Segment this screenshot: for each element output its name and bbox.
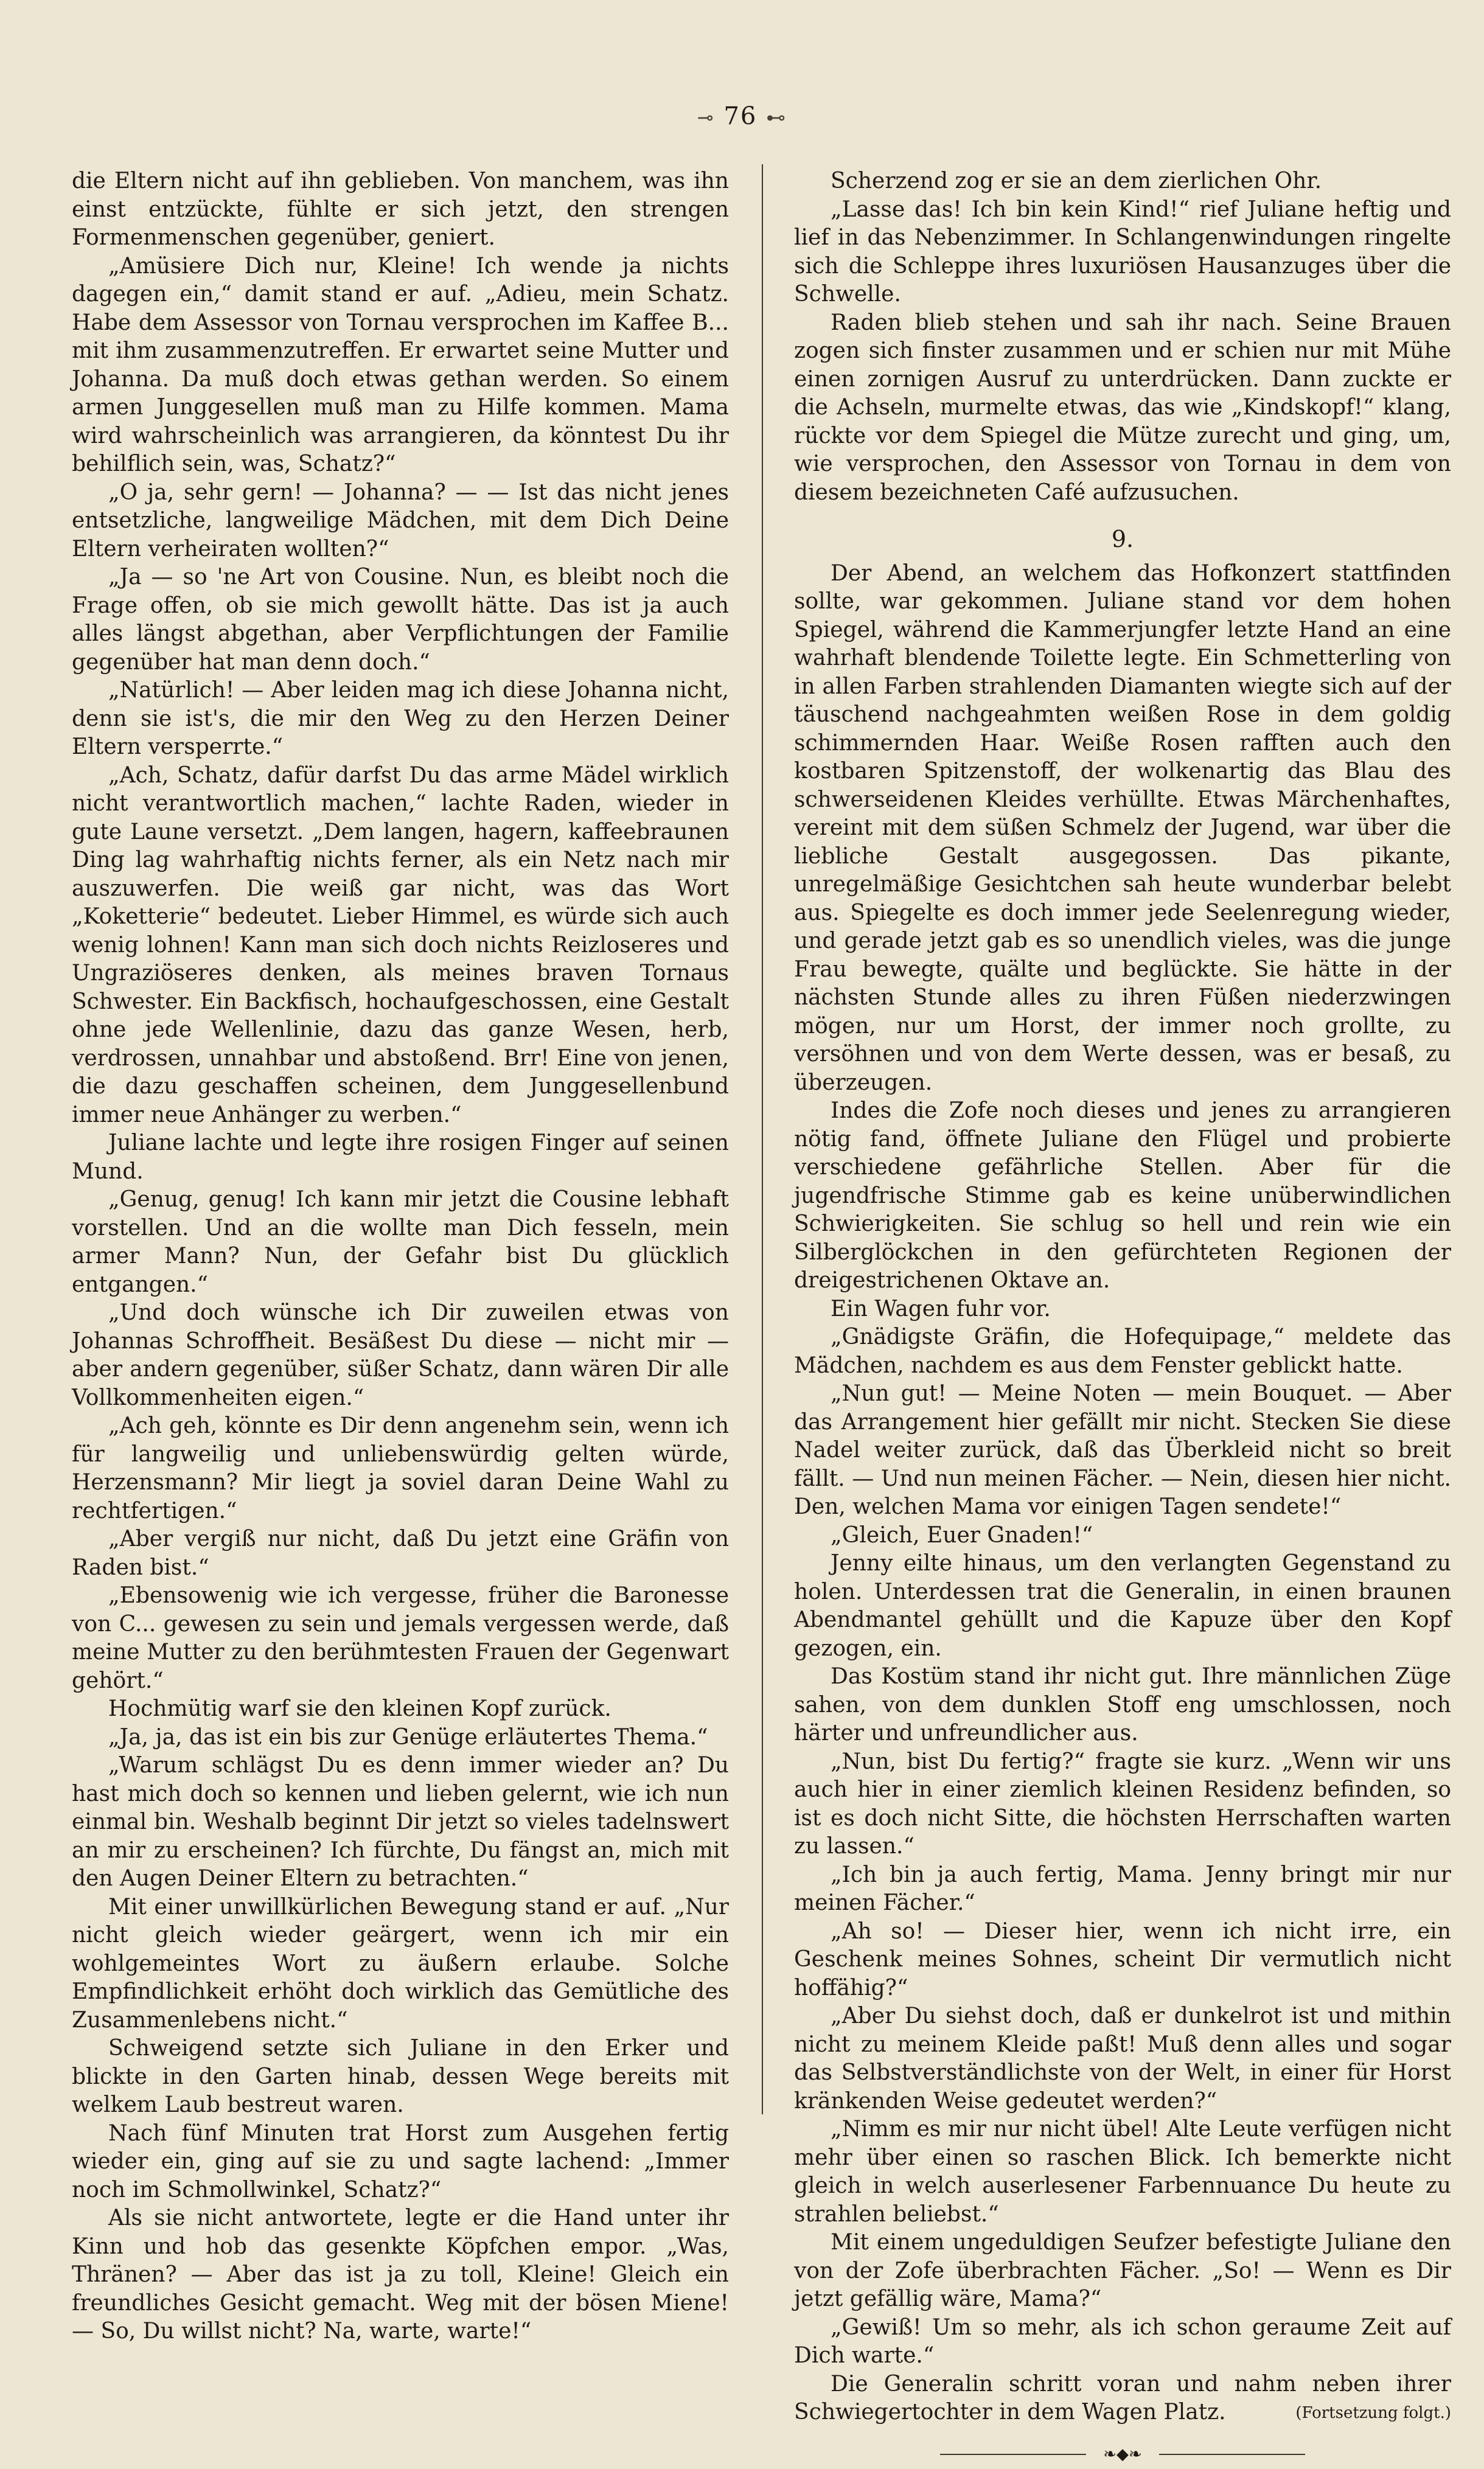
- paragraph: „Amüsiere Dich nur, Kleine! Ich wende ja nichts dagegen ein,“ damit stand er auf. „Adieu, mein Schatz. Habe dem Assessor von Tornau versprochen im Kaffee B... mit ihm zusammenzutreffen. Er erwartet seine Mutter und Johanna. Da muß doch etwas gethan werden. So einem armen Junggesellen muß man zu Hilfe kommen. Mama wird wahrscheinlich was arrangieren, da könntest Du ihr behilflich sein, was, Schatz?“: [72, 253, 729, 476]
- column-divider: [762, 164, 763, 2114]
- paragraph: Jenny eilte hinaus, um den verlangten Gegenstand zu holen. Unterdessen trat die Generalin, in einen braunen Abendmantel gehüllt und die Kapuze über den Kopf gezogen, ein.: [794, 1551, 1451, 1661]
- paragraph: „Gnädigste Gräfin, die Hofequipage,“ meldete das Mädchen, nachdem es aus dem Fenster geblickt hatte.: [794, 1325, 1451, 1378]
- page-header: [0, 102, 1484, 130]
- chapter-heading: 9.: [1111, 526, 1134, 552]
- paragraph: „Ach geh, könnte es Dir denn angenehm sein, wenn ich für langweilig und unliebenswürdig gelten würde, Herzensmann? Mir liegt ja soviel daran Deine Wahl zu rechtfertigen.“: [72, 1413, 729, 1524]
- paragraph: Juliane lachte und legte ihre rosigen Finger auf seinen Mund.: [72, 1130, 729, 1184]
- paragraph: Indes die Zofe noch dieses und jenes zu arrangieren nötig fand, öffnete Juliane den Flügel und probierte verschiedene gefährliche Stellen. Aber für die jugendfrische Stimme gab es keine unüberwindlichen Schwierigkeiten. Sie schlug so hell und rein wie ein Silberglöckchen in den gefürchteten Regionen der dreigestrichenen Oktave an.: [794, 1098, 1451, 1293]
- paragraph: „Nimm es mir nur nicht übel! Alte Leute verfügen nicht mehr über einen so raschen Blick. Ich bemerkte nicht gleich in welch auserlesener Farbennuance Du heute zu strahlen beliebst.“: [794, 2117, 1451, 2227]
- tailpiece-line-left: [940, 2454, 1086, 2455]
- paragraph: „Lasse das! Ich bin kein Kind!“ rief Juliane heftig und lief in das Nebenzimmer. In Schlangenwindungen ringelte sich die Schleppe ihres luxuriösen Hausanzuges über die Schwelle.: [794, 197, 1451, 307]
- right-column-bottom: [794, 560, 1451, 2427]
- paragraph: „Gleich, Euer Gnaden!“: [831, 1522, 1093, 1548]
- paragraph: Das Kostüm stand ihr nicht gut. Ihre männlichen Züge sahen, von dem dunklen Stoff eng umschlossen, noch härter und unfreundlicher aus.: [794, 1664, 1451, 1746]
- paragraph: Ein Wagen fuhr vor.: [831, 1296, 1051, 1322]
- right-column: [794, 167, 1451, 2464]
- paragraph: „Ebensowenig wie ich vergesse, früher die Baronesse von C... gewesen zu sein und jemals vergessen werde, daß meine Mutter zu den berühmtesten Frauen der Gegenwart gehört.“: [72, 1583, 729, 1693]
- paragraph: Scherzend zog er sie an dem zierlichen Ohr.: [831, 169, 1322, 193]
- paragraph: „Natürlich! — Aber leiden mag ich diese Johanna nicht, denn sie ist's, die mir den Weg zu den Herzen Deiner Eltern versperrte.“: [72, 678, 729, 759]
- paragraph: Nach fünf Minuten trat Horst zum Ausgehen fertig wieder ein, ging auf sie zu und sagte lachend: „Immer noch im Schmollwinkel, Schatz?“: [72, 2120, 729, 2203]
- paragraph: die Eltern nicht auf ihn geblieben. Von manchem, was ihn einst entzückte, fühlte er sich jetzt, den strengen Formenmenschen gegenüber, geniert.: [72, 169, 729, 250]
- paragraph: „Ja — so 'ne Art von Cousine. Nun, es bleibt noch die Frage offen, ob sie mich gewollt hätte. Das ist ja auch alles längst abgethan, aber Verpflichtungen der Familie gegenüber hat man denn doch.“: [72, 565, 729, 675]
- paragraph: „Ach, Schatz, dafür darfst Du das arme Mädel wirklich nicht verantwortlich machen,“ lachte Raden, wieder in gute Laune versetzt. „Dem langen, hagern, kaffeebraunen Ding lag wahrhaftig nichts ferner, als ein Netz nach mir auszuwerfen. Die weiß gar nicht, was das Wort „Koketterie“ bedeutet. Lieber Himmel, es würde sich auch wenig lohnen! Kann man sich doch nichts Reizloseres und Ungraziöseres denken, als meines braven Tornaus Schwester. Ein Backfisch, hochaufgeschossen, eine Gestalt ohne jede Wellenlinie, dazu das ganze Wesen, herb, verdrossen, unnahbar und abstoßend. Brr! Eine von jenen, die dazu geschaffen scheinen, dem Junggesellenbund immer neue Anhänger zu werben.“: [72, 762, 729, 1127]
- paragraph: „O ja, sehr gern! — Johanna? — — Ist das nicht jenes entsetzliche, langweilige Mädchen, mit dem Dich Deine Eltern verheiraten wollten?“: [72, 479, 729, 562]
- ornament-right-icon: ⊷: [766, 106, 787, 129]
- left-column: [72, 167, 729, 2346]
- paragraph: Die Generalin schritt voran und nahm neben ihrer Schwiegertochter in dem Wagen Platz.: [794, 2371, 1451, 2425]
- continuation-note: (Fortsetzung folgt.): [1295, 2403, 1451, 2422]
- paragraph: „Und doch wünsche ich Dir zuweilen etwas von Johannas Schroffheit. Besäßest Du diese — nicht mir — aber andern gegenüber, süßer Schatz, dann wären Dir alle Vollkommenheiten eigen.“: [72, 1300, 729, 1410]
- ornament-left-icon: ⊸: [697, 106, 715, 129]
- paragraph: „Genug, genug! Ich kann mir jetzt die Cousine lebhaft vorstellen. Und an die wollte man Dich fesseln, mein armer Mann? Nun, der Gefahr bist Du glücklich entgangen.“: [72, 1187, 729, 1297]
- right-column-top: [794, 167, 1451, 507]
- paragraph: Raden blieb stehen und sah ihr nach. Seine Brauen zogen sich finster zusammen und er schien nur mit Mühe einen zornigen Ausruf zu unterdrücken. Dann zuckte er die Achseln, murmelte etwas, das wie „Kindskopf!“ klang, rückte vor dem Spiegel die Mütze zurecht und ging, um, wie versprochen, den Assessor von Tornau in dem von diesem bezeichneten Café aufzusuchen.: [794, 310, 1451, 505]
- paragraph: Schweigend setzte sich Juliane in den Erker und blickte in den Garten hinab, dessen Wege bereits mit welkem Laub bestreut waren.: [72, 2036, 729, 2117]
- paragraph: „Ja, ja, das ist ein bis zur Genüge erläutertes Thema.“: [108, 1724, 708, 1750]
- paragraph: Der Abend, an welchem das Hofkonzert stattfinden sollte, war gekommen. Juliane stand vor dem hohen Spiegel, während die Kammerjungfer letzte Hand an eine wahrhaft blendende Toilette legte. Ein Schmetterling von in allen Farben strahlenden Diamanten wiegte sich auf der täuschend nachgeahmten weißen Rose in dem goldig schimmernden Haar. Weiße Rosen rafften auch den kostbaren Spitzenstoff, der wolkenartig das Blau des schwerseidenen Kleides verhüllte. Etwas Märchenhaftes, vereint mit dem süßen Schmelz der Jugend, war über die liebliche Gestalt ausgegossen. Das pikante, unregelmäßige Gesichtchen sah heute wunderbar belebt aus. Spiegelte es doch immer jede Seelenregung wieder, und gerade jetzt gab es so unendlich vieles, was die junge Frau bewegte, quälte und beglückte. Sie hätte in der nächsten Stunde alles zu ihren Füßen niederzwingen mögen, nur um Horst, der immer noch grollte, zu versöhnen und von dem Werte dessen, was er besaß, zu überzeugen.: [794, 560, 1451, 1095]
- paragraph: Als sie nicht antwortete, legte er die Hand unter ihr Kinn und hob das gesenkte Köpfchen empor. „Was, Thränen? — Aber das ist ja zu toll, Kleine! Gleich ein freundliches Gesicht gemacht. Weg mit der bösen Miene! — So, Du willst nicht? Na, warte, warte!“: [72, 2206, 729, 2344]
- paragraph: „Gewiß! Um so mehr, als ich schon geraume Zeit auf Dich warte.“: [794, 2314, 1451, 2368]
- tailpiece-line-right: [1159, 2454, 1305, 2455]
- paragraph: Mit einer unwillkürlichen Bewegung stand er auf. „Nur nicht gleich wieder geärgert, wenn ich mir ein wohlgemeintes Wort zu äußern erlaube. Solche Empfindlichkeit erhöht doch wirklich das Gemütliche des Zusammenlebens nicht.“: [72, 1894, 729, 2033]
- paragraph: Hochmütig warf sie den kleinen Kopf zurück.: [108, 1696, 611, 1721]
- tailpiece-flourish-icon: ❧◆❧: [1103, 2445, 1142, 2464]
- paragraph: „Nun gut! — Meine Noten — mein Bouquet. — Aber das Arrangement hier gefällt mir nicht. Stecken Sie diese Nadel weiter zurück, daß das Überkleid nicht so breit fällt. — Und nun meinen Fächer. — Nein, diesen hier nicht. Den, welchen Mama vor einigen Tagen sendete!“: [794, 1381, 1451, 1519]
- paragraph: „Ich bin ja auch fertig, Mama. Jenny bringt mir nur meinen Fächer.“: [794, 1862, 1451, 1915]
- paragraph: „Warum schlägst Du es denn immer wieder an? Du hast mich doch so kennen und lieben gelernt, wie ich nun einmal bin. Weshalb beginnt Dir jetzt so vieles tadelnswert an mir zu erscheinen? Ich fürchte, Du fängst an, mich mit den Augen Deiner Eltern zu betrachten.“: [72, 1753, 729, 1891]
- page-number: 76: [723, 102, 758, 130]
- paragraph: „Nun, bist Du fertig?“ fragte sie kurz. „Wenn wir uns auch hier in einer ziemlich kleinen Residenz befinden, so ist es doch nicht Sitte, die höchsten Herrschaften warten zu lassen.“: [794, 1749, 1451, 1859]
- paragraph: Mit einem ungeduldigen Seufzer befestigte Juliane den von der Zofe überbrachten Fächer. „So! — Wenn es Dir jetzt gefällig wäre, Mama?“: [794, 2230, 1451, 2311]
- paragraph: „Ah so! — Dieser hier, wenn ich nicht irre, ein Geschenk meines Sohnes, scheint Dir vermutlich nicht hoffähig?“: [794, 1918, 1451, 2001]
- paragraph: „Aber Du siehst doch, daß er dunkelrot ist und mithin nicht zu meinem Kleide paßt! Muß denn alles und sogar das Selbstverständlichste von der Welt, in einer für Horst kränkenden Weise gedeutet werden?“: [794, 2004, 1451, 2114]
- tailpiece-ornament: [940, 2445, 1305, 2464]
- paragraph: „Aber vergiß nur nicht, daß Du jetzt eine Gräfin von Raden bist.“: [72, 1527, 729, 1580]
